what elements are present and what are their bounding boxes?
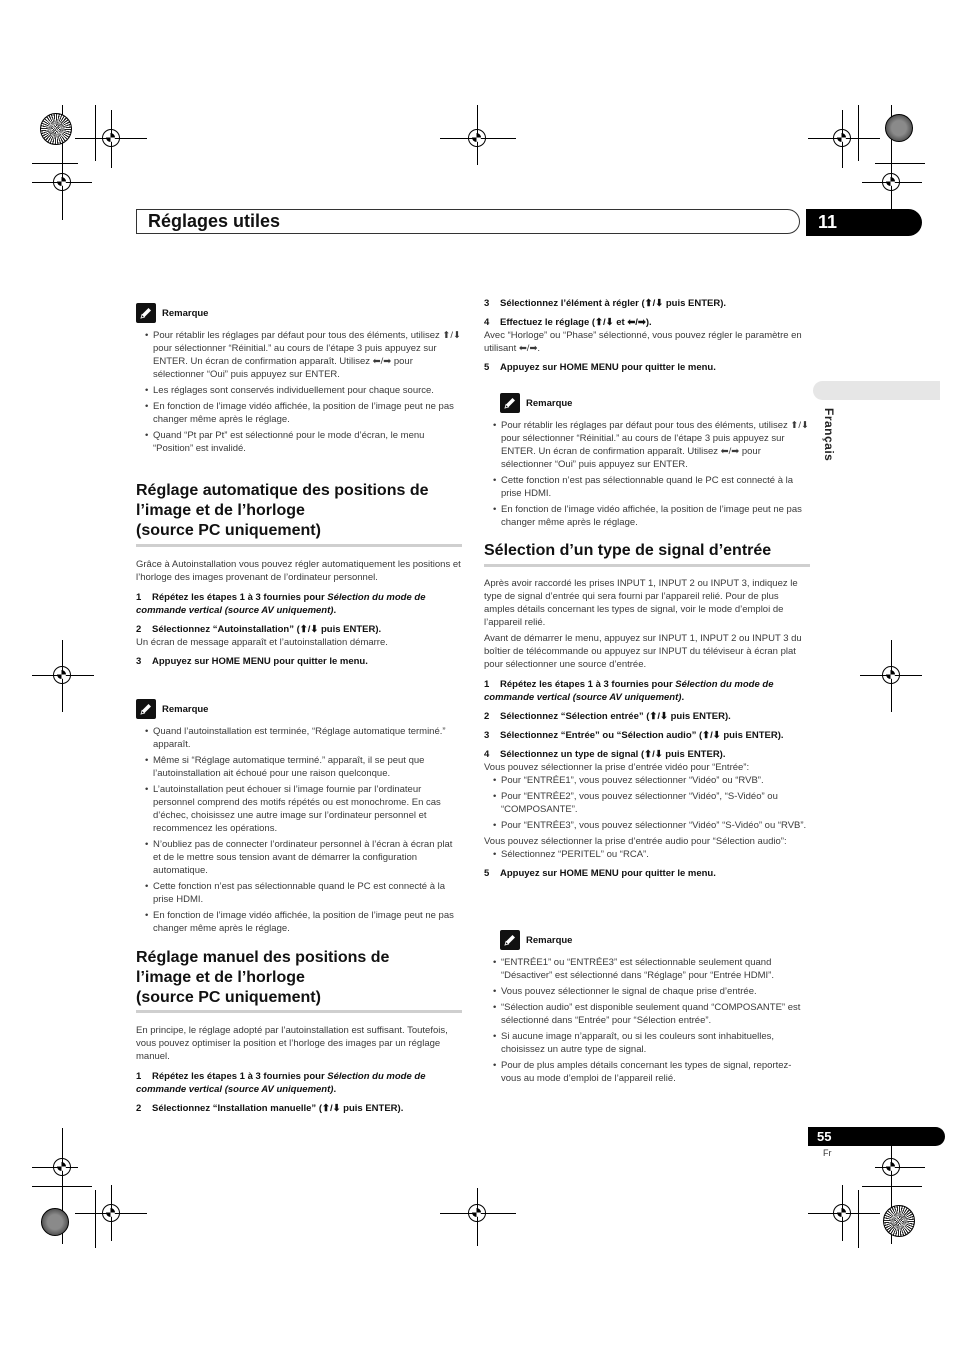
note-item: • Si aucune image n’apparaît, ou si les couleurs sont inhabituelles, choisissez un autre type de signal. [484,1030,810,1056]
step-1 [136,1070,462,1096]
step-number: 3 [136,656,142,667]
section-intro: En principe, le réglage adopté par l’autoinstallation est suffisant. Toutefois, vous pouvez optimiser la position et l’horloge des images par un réglage manuel. [136,1025,448,1062]
step-number: 5 [484,362,490,373]
note-item: • Les réglages sont conservés individuellement pour chaque source. [136,384,462,397]
note-item: • “Sélection audio” est disponible seulement quand “COMPOSANTE” est sélectionné dans “Entrée” pour “Sélection entrée”. [484,1001,810,1027]
step-reference: Sélection du mode de commande vertical (source AV uniquement) [484,679,774,703]
signal-type-body [484,577,810,880]
pencil-note-icon [136,699,156,719]
list-item: • Pour “ENTRÉE3”, vous pouvez sélectionner “Vidéo” “S-Vidéo” ou “RVB”. [484,819,810,832]
note-item: • Pour rétablir les réglages par défaut pour tous des éléments, utilisez ⬆/⬇ pour sélectionner “Réinitial.” au cours de l’étape 3 puis appuyez sur ENTER. Un écran de confirmation apparaît. Utilisez ⬅/➡ pour sélectionner “Oui” puis appuyez sur ENTER. [136,329,462,381]
chapter-number-badge: 11 [806,209,922,236]
step-number: 3 [484,730,490,741]
heading-line: (source PC uniquement) [136,522,321,539]
manual-adjust-steps-cont [484,297,810,374]
manual-adjust-body [136,1024,462,1115]
list-item: • Pour “ENTRÉE2”, vous pouvez sélectionner “Vidéo”, “S-Vidéo” ou “COMPOSANTE”. [484,790,810,816]
step-number: 3 [484,298,490,309]
step-text: Appuyez sur HOME MENU pour quitter le menu. [500,362,716,373]
step-4 [484,748,810,761]
note-item: • L’autoinstallation peut échouer si l’image fournie par l’ordinateur personnel comprend des motifs répétés ou est monochrome. En cas d’échec, choisissez une autre image sur l’ordinateur personnel et recommencez les opérations. [136,783,462,835]
note-item: • En fonction de l’image vidéo affichée, la position de l’image peut ne pas changer même après le réglage. [484,503,810,529]
step-text: Sélectionnez “Autoinstallation” (⬆/⬇ puis ENTER). [152,624,382,635]
step-text: . [681,692,685,703]
step-5 [484,361,810,374]
step-3 [136,655,462,668]
step-text: Répétez les étapes 1 à 3 fournies pour [500,679,676,690]
pencil-note-icon [136,303,156,323]
step-1 [136,591,462,617]
registration-crosshair-icon [468,129,486,147]
step-reference: Sélection du mode de commande vertical (source AV uniquement) [136,1071,426,1095]
registration-crosshair-icon [53,173,71,191]
note-item: • Cette fonction n’est pas sélectionnable quand le PC est connecté à la prise HDMI. [136,880,462,906]
list-item: • Sélectionnez “PERITEL” ou “RCA”. [484,848,810,861]
step-1 [484,678,810,704]
section-heading-manual-adjust [136,948,466,1008]
note-title: Remarque [162,703,209,715]
section-intro: Avant de démarrer le menu, appuyez sur INPUT 1, INPUT 2 ou INPUT 3 du boîtier de télécommande ou appuyez sur INPUT du téléviseur à écran plat pour sélectionner une source d’entrée. [484,633,802,670]
section-rule [484,564,810,567]
registration-crosshair-icon [882,666,900,684]
step-3 [484,297,810,310]
step-description: Vous pouvez sélectionner la prise d’entrée audio pour “Sélection audio”: [484,836,787,847]
step-2 [136,623,462,636]
step-text: Sélectionnez “Installation manuelle” (⬆/⬇ puis ENTER). [152,1103,404,1114]
note-item: • “ENTRÉE1” ou “ENTRÉE3” est sélectionnable seulement quand “Désactiver” est sélectionné dans “Réglage” pour “Entrée HDMI”. [484,956,810,982]
step-text: . [333,1084,337,1095]
registration-starburst-icon [883,1205,915,1237]
step-reference: Sélection du mode de commande vertical (source AV uniquement) [136,592,426,616]
registration-crosshair-icon [882,1158,900,1176]
step-text: Appuyez sur HOME MENU pour quitter le menu. [500,868,716,879]
step-number: 1 [136,1071,142,1082]
note-item: • Pour rétablir les réglages par défaut pour tous des éléments, utilisez ⬆/⬇ pour sélectionner “Réinitial.” au cours de l’étape 3 puis appuyez sur ENTER. Un écran de confirmation apparaît. Utilisez ⬅/➡ pour sélectionner “Oui” puis appuyez sur ENTER. [484,419,810,471]
step-5 [484,867,810,880]
step-number: 2 [136,624,142,635]
registration-crosshair-icon [882,173,900,191]
section-rule [136,1010,462,1013]
step-text: Sélectionnez “Sélection entrée” (⬆/⬇ puis ENTER). [500,711,731,722]
registration-crosshair-icon [53,666,71,684]
note-item: • Cette fonction n’est pas sélectionnable quand le PC est connecté à la prise HDMI. [484,474,810,500]
step-number: 2 [484,711,490,722]
heading-line: l’image et de l’horloge [136,969,305,986]
section-rule [136,544,462,547]
note-item: • N’oubliez pas de connecter l’ordinateur personnel à l’écran à écran plat et de le mettre sous tension avant de démarrer la configuration automatique. [136,838,462,877]
heading-line: Réglage manuel des positions de [136,949,390,966]
page-number-badge: 55 [808,1127,945,1146]
registration-gray-dot-icon [41,1208,69,1236]
section-heading-signal-type: Sélection d’un type de signal d’entrée [484,542,772,559]
right-note-3 [484,393,810,532]
heading-line: l’image et de l’horloge [136,502,305,519]
registration-crosshair-icon [102,129,120,147]
language-label: Français [822,408,836,462]
note-item: • Vous pouvez sélectionner le signal de chaque prise d’entrée. [484,985,810,998]
step-text: . [333,605,337,616]
note-item: • Quand l’autoinstallation est terminée, “Réglage automatique terminé.” apparaît. [136,725,462,751]
step-number: 4 [484,749,490,760]
heading-line: (source PC uniquement) [136,989,321,1006]
registration-crosshair-icon [833,1204,851,1222]
registration-starburst-icon [40,113,72,145]
step-text: Sélectionnez un type de signal (⬆/⬇ puis ENTER). [500,749,726,760]
step-description: Vous pouvez sélectionner la prise d’entrée vidéo pour “Entrée”: [484,762,750,773]
step-number: 2 [136,1103,142,1114]
note-item: • En fonction de l’image vidéo affichée, la position de l’image peut ne pas changer même après le réglage. [136,909,462,935]
step-2 [136,1102,462,1115]
registration-crosshair-icon [102,1204,120,1222]
page-language-code: Fr [823,1148,832,1158]
note-title: Remarque [162,307,209,319]
left-note-2 [136,699,462,938]
note-item: • En fonction de l’image vidéo affichée, la position de l’image peut ne pas changer même après le réglage. [136,400,462,426]
note-item: • Même si “Réglage automatique terminé.” apparaît, il se peut que l’autoinstallation ait échoué pour une raison quelconque. [136,754,462,780]
section-intro: Grâce à Autoinstallation vous pouvez régler automatiquement les positions et l’horloge des images provenant de l’ordinateur personnel. [136,559,461,583]
step-number: 4 [484,317,490,328]
step-text: Effectuez le réglage (⬆/⬇ et ⬅/➡). [500,317,652,328]
step-number: 1 [136,592,142,603]
step-text: Répétez les étapes 1 à 3 fournies pour [152,1071,328,1082]
registration-crosshair-icon [53,1158,71,1176]
step-text: Sélectionnez l’élément à régler (⬆/⬇ puis ENTER). [500,298,727,309]
step-4 [484,316,810,329]
heading-line: Réglage automatique des positions de [136,482,429,499]
note-title: Remarque [526,934,573,946]
step-text: Sélectionnez “Entrée” ou “Sélection audio” (⬆/⬇ puis ENTER). [500,730,784,741]
step-number: 5 [484,868,490,879]
pencil-note-icon [500,393,520,413]
auto-adjust-body [136,558,462,668]
section-intro: Après avoir raccordé les prises INPUT 1, INPUT 2 ou INPUT 3, indiquez le type de signal d’entrée qui sera fourni par l’appareil relié. Pour de plus amples détails concernant les types de signal, voir le mode d’emploi de l’appareil relié. [484,578,798,628]
step-3 [484,729,810,742]
left-note-1 [136,303,462,458]
pencil-note-icon [500,930,520,950]
video-input-list [484,774,810,832]
step-description: Un écran de message apparaît et l’autoinstallation démarre. [136,637,388,648]
step-2 [484,710,810,723]
registration-gray-dot-icon [885,114,913,142]
step-number: 1 [484,679,490,690]
step-text: Appuyez sur HOME MENU pour quitter le menu. [152,656,368,667]
chapter-title: Réglages utiles [148,211,281,231]
note-item: • Quand “Pt par Pt” est sélectionné pour le mode d’écran, le menu “Position” est invalidé. [136,429,462,455]
audio-input-list [484,848,810,861]
section-heading-auto-adjust [136,481,466,541]
registration-crosshair-icon [833,129,851,147]
registration-crosshair-icon [468,1204,486,1222]
language-tab [813,381,940,400]
list-item: • Pour “ENTRÉE1”, vous pouvez sélectionner “Vidéo” ou “RVB”. [484,774,810,787]
note-item: • Pour de plus amples détails concernant les types de signal, reportez-vous au mode d’emploi de l’appareil relié. [484,1059,810,1085]
step-description: Avec “Horloge” ou “Phase” sélectionné, vous pouvez régler le paramètre en utilisant ⬅/➡. [484,330,802,354]
step-text: Répétez les étapes 1 à 3 fournies pour [152,592,328,603]
note-title: Remarque [526,397,573,409]
right-note-4 [484,930,810,1088]
